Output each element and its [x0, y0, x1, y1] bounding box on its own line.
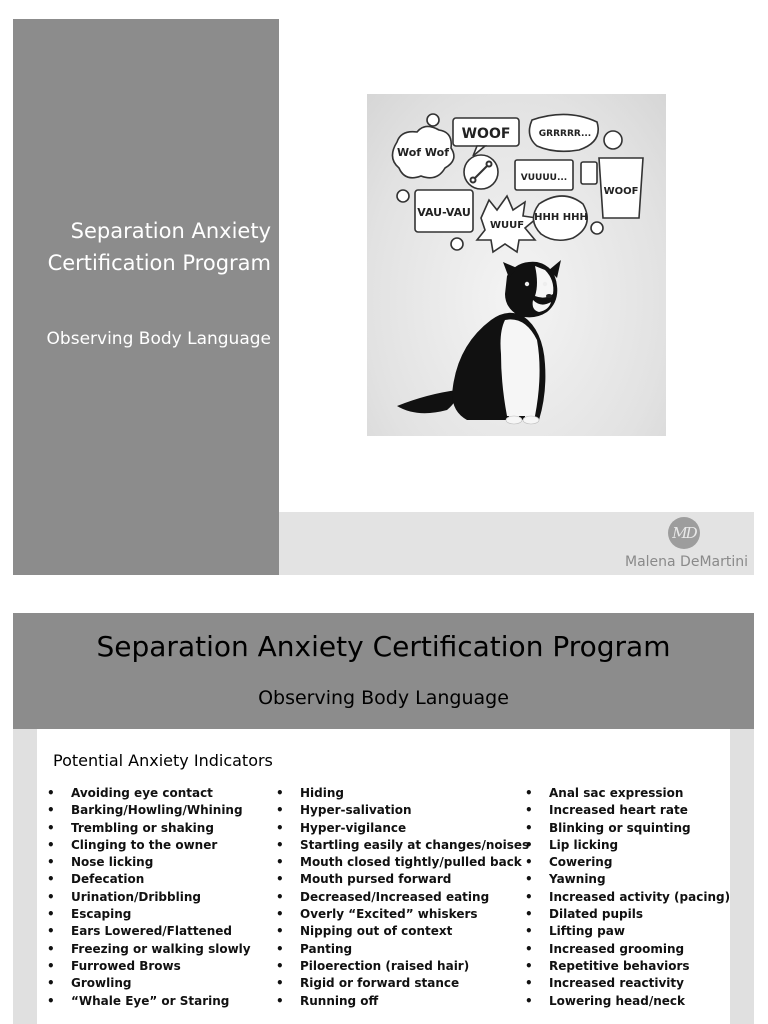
indicator-item: • Barking/Howling/Whining: [47, 802, 251, 819]
indicator-item: • Repetitive behaviors: [525, 958, 730, 975]
indicator-item: • Lifting paw: [525, 923, 730, 940]
title-panel: [13, 19, 279, 575]
indicator-item: • Increased activity (pacing): [525, 889, 730, 906]
indicator-item: • Avoiding eye contact: [47, 785, 251, 802]
indicator-item: • Hyper-salivation: [276, 802, 529, 819]
slide-body: [37, 729, 730, 1024]
svg-text:WOOF: WOOF: [603, 186, 639, 197]
indicator-item: • Furrowed Brows: [47, 958, 251, 975]
indicator-item: • “Whale Eye” or Staring: [47, 993, 251, 1010]
indicator-item: • Mouth pursed forward: [276, 871, 529, 888]
dog-illustration: [367, 94, 666, 436]
indicator-item: • Anal sac expression: [525, 785, 730, 802]
indicator-item: • Dilated pupils: [525, 906, 730, 923]
svg-text:GRRRRR...: GRRRRR...: [538, 129, 592, 139]
indicator-item: • Trembling or shaking: [47, 820, 251, 837]
indicator-item: • Hiding: [276, 785, 529, 802]
indicator-item: • Mouth closed tightly/pulled back: [276, 854, 529, 871]
indicator-item: • Clinging to the owner: [47, 837, 251, 854]
indicator-item: • Ears Lowered/Flattened: [47, 923, 251, 940]
slide-header: [13, 613, 754, 729]
slide-subtitle: Observing Body Language: [46, 329, 271, 349]
slide-title: Separation Anxiety Certification Program: [47, 219, 271, 275]
indicator-item: • Defecation: [47, 871, 251, 888]
indicator-item: • Rigid or forward stance: [276, 975, 529, 992]
indicator-item: • Urination/Dribbling: [47, 889, 251, 906]
indicator-item: • Increased reactivity: [525, 975, 730, 992]
indicator-item: • Lowering head/neck: [525, 993, 730, 1010]
indicator-item: • Increased heart rate: [525, 802, 730, 819]
indicators-slide: [13, 613, 754, 1024]
indicator-item: • Cowering: [525, 854, 730, 871]
section-heading: Potential Anxiety Indicators: [53, 751, 273, 770]
title-slide: [13, 19, 754, 575]
svg-text:WOOF: WOOF: [461, 126, 511, 142]
svg-text:WUUF: WUUF: [489, 220, 525, 231]
indicator-item: • Escaping: [47, 906, 251, 923]
svg-text:Wof Wof: Wof Wof: [397, 146, 449, 159]
brand-name: Malena DeMartini: [624, 554, 748, 570]
indicator-item: • Piloerection (raised hair): [276, 958, 529, 975]
svg-text:VAU-VAU: VAU-VAU: [417, 206, 471, 219]
indicator-item: • Growling: [47, 975, 251, 992]
slide-title: Separation Anxiety Certification Program: [96, 630, 671, 663]
indicator-list-col-1: [47, 785, 251, 1010]
slide-subtitle: Observing Body Language: [258, 687, 509, 709]
dog-icon: [397, 260, 561, 424]
slide-footer: [279, 512, 754, 575]
indicator-item: • Panting: [276, 941, 529, 958]
indicator-item: • Freezing or walking slowly: [47, 941, 251, 958]
indicator-item: • Overly “Excited” whiskers: [276, 906, 529, 923]
indicator-item: • Nipping out of context: [276, 923, 529, 940]
svg-text:HHH HHH: HHH HHH: [534, 212, 588, 223]
indicator-item: • Nose licking: [47, 854, 251, 871]
indicator-list-col-2: [276, 785, 529, 1010]
indicator-list-col-3: [525, 785, 730, 1010]
dog-thought-bubbles-image: [367, 94, 666, 436]
indicator-item: • Increased grooming: [525, 941, 730, 958]
brand-logo-icon: MD: [668, 517, 700, 549]
svg-text:VUUUU...: VUUUU...: [520, 173, 568, 183]
indicator-item: • Yawning: [525, 871, 730, 888]
indicator-item: • Startling easily at changes/noises: [276, 837, 529, 854]
indicator-item: • Running off: [276, 993, 529, 1010]
indicator-item: • Blinking or squinting: [525, 820, 730, 837]
indicator-item: • Hyper-vigilance: [276, 820, 529, 837]
indicator-item: • Lip licking: [525, 837, 730, 854]
indicator-item: • Decreased/Increased eating: [276, 889, 529, 906]
